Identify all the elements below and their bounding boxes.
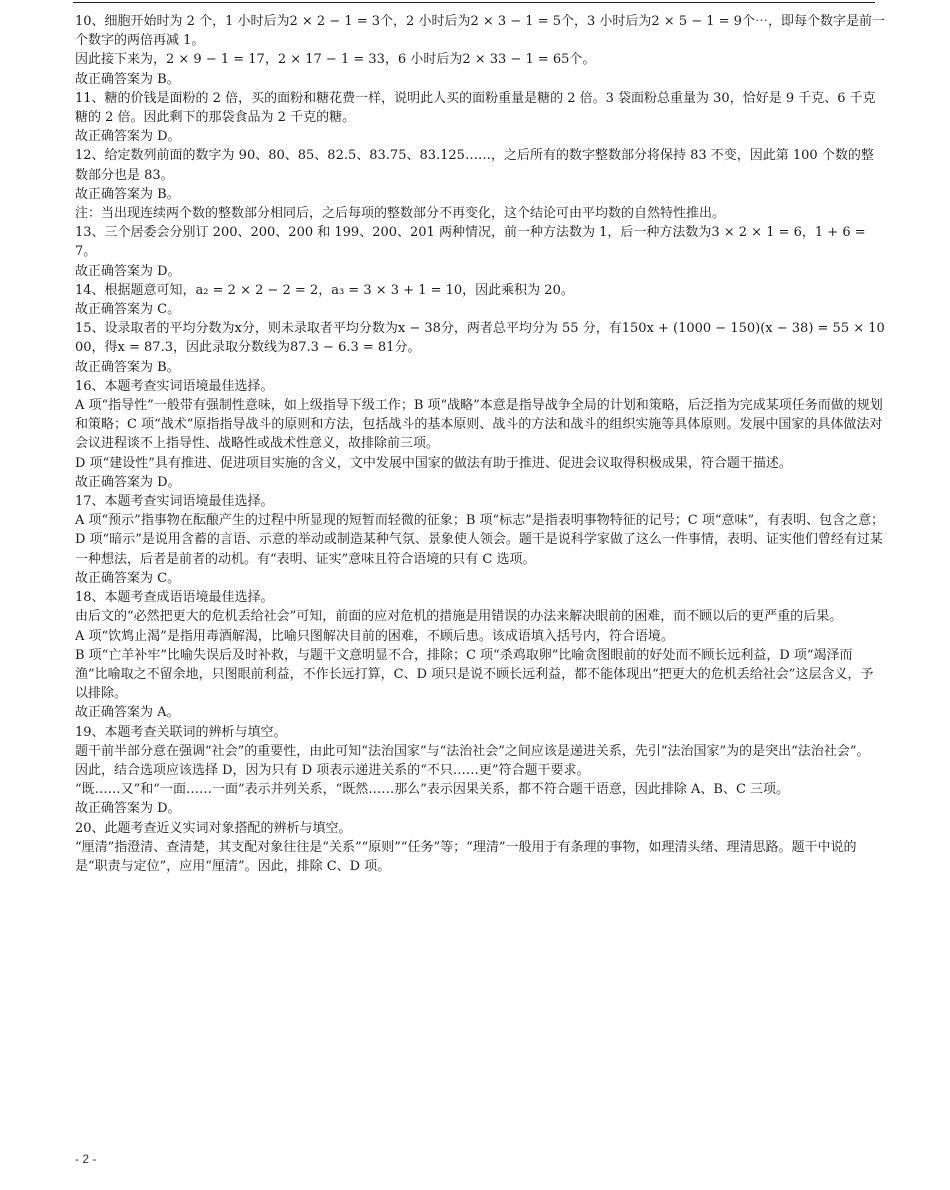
paragraph: 注：当出现连续两个数的整数部分相同后，之后每项的整数部分不再变化，这个结论可由平均数的自然特性推出。	[75, 206, 726, 222]
page-number: - 2 -	[75, 1152, 97, 1166]
paragraph: A 项“指导性”一般带有强制性意味，如上级指导下级工作；B 项“战略”本意是指导战争全局的计划和策略，后泛指为完成某项任务而做的规划和策略；C 项“战术”原指指导战斗的原则和方法，包括战斗的基本原则、战斗的方法和战斗的组织实施等具体原则。发展中国家的具体做法对会议进程谈不上指导性、战略性或战术性意义，故排除前三项。	[75, 398, 883, 452]
paragraph: 13、三个居委会分别订 200、200、200 和 199、200、201 两种情况，前一种方法数为 1，后一种方法数为3 × 2 × 1 = 6，1 + 6 = 7。	[75, 225, 870, 260]
paragraph: “厘清”指澄清、查清楚，其支配对象往往是“关系”“原则”“任务”等；“理清”一般用于有条理的事物，如理清头绪、理清思路。题干中说的是“职责与定位”，应用“厘清”。因此，排除 C、D 项。	[75, 839, 857, 874]
paragraph: 17、本题考查实词语境最佳选择。	[75, 494, 274, 510]
paragraph: 故正确答案为 B。	[75, 186, 180, 202]
paragraph: 20、此题考查近义实词对象搭配的辨析与填空。	[75, 820, 352, 836]
paragraph: 故正确答案为 C。	[75, 570, 181, 586]
paragraph: 故正确答案为 B。	[75, 71, 180, 87]
paragraph: D 项“建设性”具有推进、促进项目实施的含义，文中发展中国家的做法有助于推进、促进会议取得积极成果，符合题干描述。	[75, 455, 792, 471]
paragraph: 故正确答案为 C。	[75, 302, 181, 318]
paragraph: 18、本题考查成语语境最佳选择。	[75, 590, 274, 606]
paragraph: 由后文的“必然把更大的危机丢给社会”可知，前面的应对危机的措施是用错误的办法来解决眼前的困难，而不顾以后的更严重的后果。	[75, 609, 843, 625]
paragraph: 因此，结合选项应该选择 D，因为只有 D 项表示递进关系的“不只……更”符合题干要求。	[75, 762, 590, 778]
paragraph: 19、本题考查关联词的辨析与填空。	[75, 724, 287, 740]
paragraph: 15、设录取者的平均分数为x分，则未录取者平均分数为x − 38分，两者总平均分为 55 分，有150x + (1000 − 150)(x − 38) = 55 × 1000，得x = 87.3，因此录取分数线为87.3 − 6.3 = 81分。	[75, 321, 885, 356]
paragraph: 16、本题考查实词语境最佳选择。	[75, 378, 274, 394]
paragraph: 故正确答案为 A。	[75, 705, 180, 721]
top-rule	[73, 2, 875, 3]
paragraph: 故正确答案为 D。	[75, 474, 181, 490]
paragraph: B 项“亡羊补牢”比喻失误后及时补救，与题干文意明显不合，排除；C 项“杀鸡取卵”比喻贪图眼前的好处而不顾长远利益，D 项“竭泽而渔”比喻取之不留余地，只图眼前利益，不作长远打算，C、D 项只是说不顾长远利益，都不能体现出“把更大的危机丢给社会”这层含义，予以排除。	[75, 647, 874, 702]
paragraph: 故正确答案为 D。	[75, 129, 181, 145]
paragraph: A 项“预示”指事物在酝酿产生的过程中所显现的短暂而轻微的征象；B 项“标志”是指表明事物特征的记号；C 项“意味”，有表明、包含之意；D 项“暗示”是说用含蓄的言语、示意的举动或制造某种气氛、景象使人领会。题干是说科学家做了这么一件事情，表明、证实他们曾经有过某一种想法，后者是前者的动机。有“表明、证实”意味且符合语境的只有 C 选项。	[75, 513, 885, 567]
paragraph: 故正确答案为 B。	[75, 359, 180, 375]
document-body	[75, 12, 885, 876]
paragraph: A 项“饮鸩止渴”是指用毒酒解渴，比喻只图解决目前的困难，不顾后患。该成语填入括号内，符合语境。	[75, 628, 674, 644]
paragraph: “既……又”和“一面……一面”表示并列关系，“既然……那么”表示因果关系，都不符合题干语意，因此排除 A、B、C 三项。	[75, 782, 790, 798]
paragraph: 题干前半部分意在强调“社会”的重要性，由此可知“法治国家”与“法治社会”之间应该是递进关系，先引“法治国家”为的是突出“法治社会”。	[75, 743, 870, 759]
paragraph: 14、根据题意可知，a₂ = 2 × 2 − 2 = 2，a₃ = 3 × 3 + 1 = 10，因此乘积为 20。	[75, 282, 574, 298]
paragraph: 因此接下来为，2 × 9 − 1 = 17，2 × 17 − 1 = 33，6 小时后为2 × 33 − 1 = 65个。	[75, 52, 596, 68]
paragraph: 故正确答案为 D。	[75, 801, 181, 817]
paragraph: 故正确答案为 D。	[75, 263, 181, 279]
paragraph: 11、糖的价钱是面粉的 2 倍，买的面粉和糖花费一样，说明此人买的面粉重量是糖的 2 倍。3 袋面粉总重量为 30，恰好是 9 千克、6 千克糖的 2 倍。因此剩下的那袋食品为 2 千克的糖。	[75, 90, 876, 126]
paragraph: 10、细胞开始时为 2 个，1 小时后为2 × 2 − 1 = 3个，2 小时后为2 × 3 − 1 = 5个，3 小时后为2 × 5 − 1 = 9个⋯，即每个数字是前一个数字的两倍再减 1。	[75, 14, 885, 49]
paragraph: 12、给定数列前面的数字为 90、80、85、82.5、83.75、83.125……，之后所有的数字整数部分将保持 83 不变，因此第 100 个数的整数部分也是 83。	[75, 148, 874, 183]
